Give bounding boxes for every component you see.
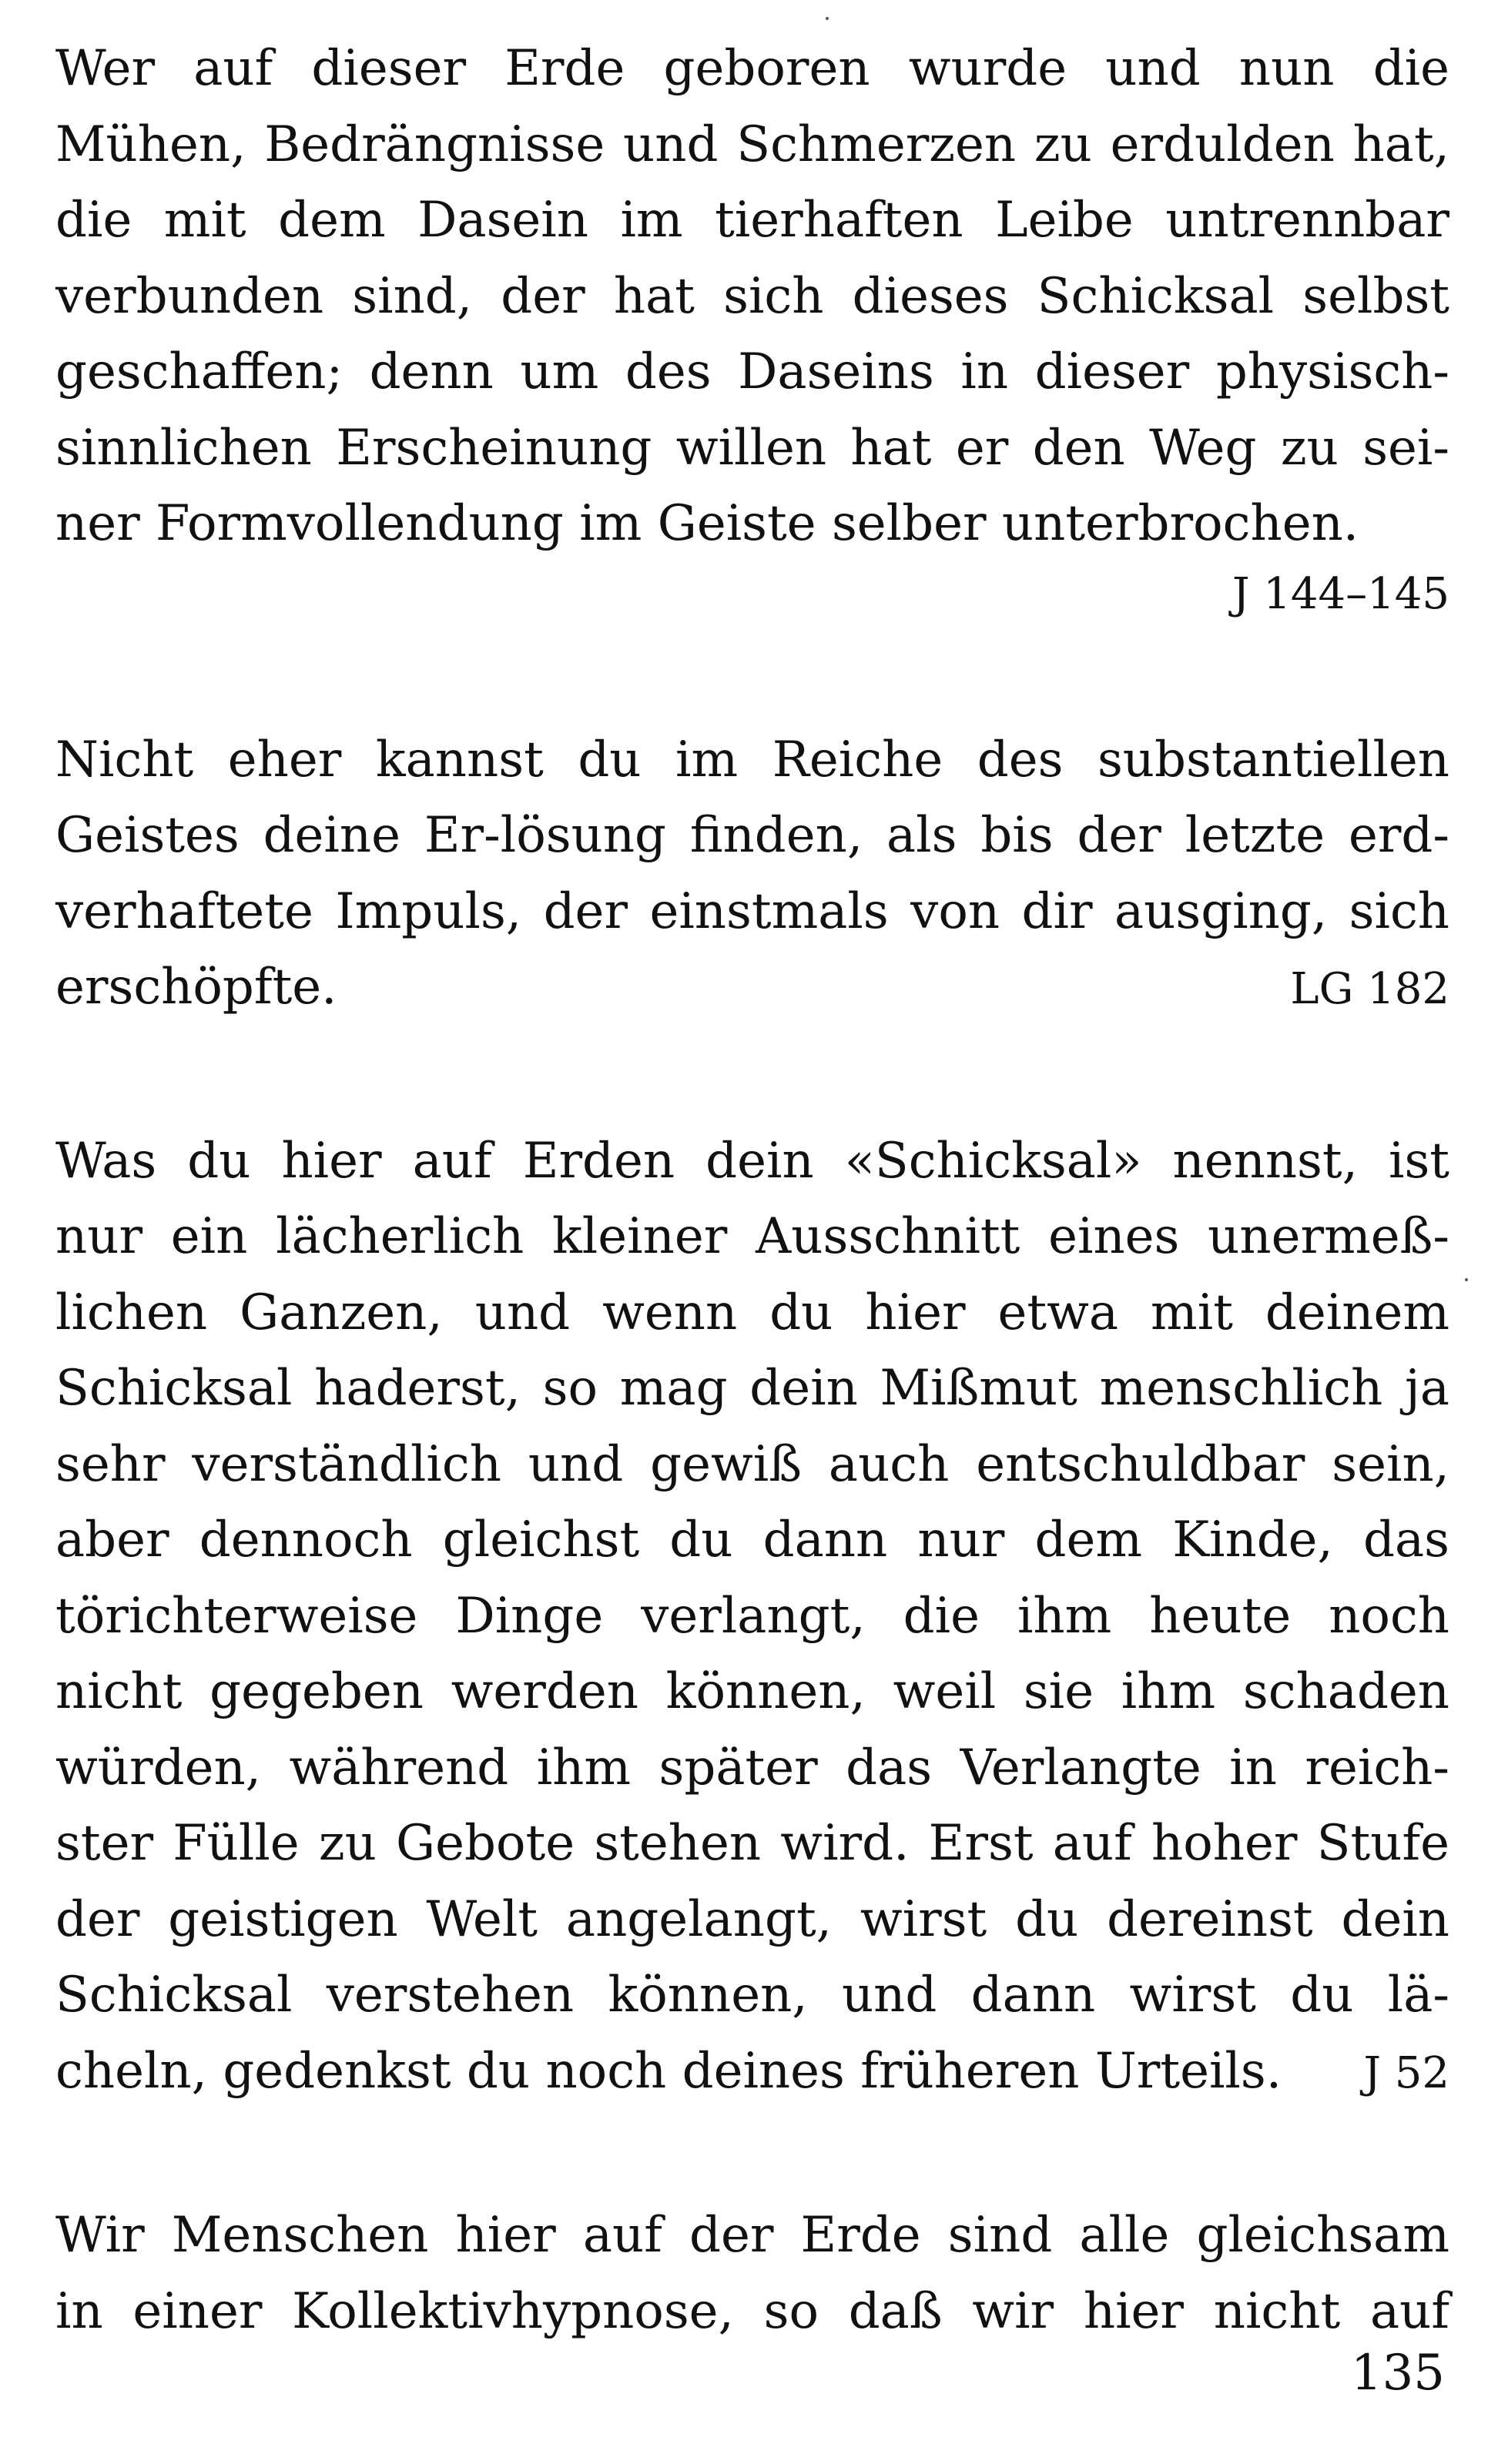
text-line: Mühen, Bedrängnisse und Schmerzen zu erdulden hat, [55, 116, 1449, 173]
text-line: Geistes deine Er-lösung finden, als bis der letzte erd- [55, 807, 1449, 864]
line-with-reference [55, 2034, 1449, 2112]
paragraph-spacer [55, 2111, 1449, 2198]
text-line: in einer Kollektivhypnose, so daß wir hier nicht auf [55, 2282, 1449, 2340]
text-line: Schicksal haderst, so mag dein Mißmut menschlich ja [55, 1360, 1449, 1417]
text-line: Was du hier auf Erden dein «Schicksal» nennst, ist [55, 1132, 1449, 1190]
source-reference: J 52 [1363, 2047, 1449, 2098]
paragraph-3 [55, 1123, 1449, 2112]
source-reference: LG 182 [1290, 964, 1449, 1014]
text-line: sehr verständlich und gewiß auch entschuldbar sein, [55, 1435, 1449, 1493]
paragraph-spacer [55, 627, 1449, 722]
text-line: Wer auf dieser Erde geboren wurde und nun die [55, 40, 1449, 97]
source-reference: J 144–145 [1232, 568, 1449, 619]
text-line: Nicht eher kannst du im Reiche des substantiellen [55, 731, 1449, 788]
text-line: verbunden sind, der hat sich dieses Schicksal selbst [55, 267, 1449, 325]
text-line: Schicksal verstehen können, und dann wirst du lä- [55, 1967, 1449, 2024]
page-number: 135 [1350, 2345, 1445, 2402]
text-line: nur ein lächerlich kleiner Ausschnitt eines unermeß- [55, 1208, 1449, 1265]
text-line: verhaftete Impuls, der einstmals von dir ausging, sich [55, 882, 1449, 940]
scan-speck [1465, 1278, 1468, 1281]
text-line: lichen Ganzen, und wenn du hier etwa mit deinem [55, 1284, 1449, 1341]
paragraph-4 [55, 2198, 1449, 2349]
line-with-reference [55, 949, 1449, 1028]
paragraph-1 [55, 31, 1449, 562]
text-line: würden, während ihm später das Verlangte in reich- [55, 1739, 1449, 1796]
text-line: sinnlichen Erscheinung willen hat er den Weg zu sei- [55, 419, 1449, 477]
text-line: aber dennoch gleichst du dann nur dem Kinde, das [55, 1512, 1449, 1568]
text-line: nicht gegeben werden können, weil sie ihm schaden [55, 1663, 1449, 1720]
text-line: die mit dem Dasein im tierhaften Leibe untrennbar [55, 192, 1449, 249]
text-line: ster Fülle zu Gebote stehen wird. Erst auf hoher Stufe [55, 1815, 1449, 1872]
text-line: geschaffen; denn um des Daseins in dieser physisch- [55, 343, 1449, 400]
paragraph-spacer [55, 1028, 1449, 1123]
text-line: cheln, gedenkst du noch deines früheren Urteils. [55, 2042, 1282, 2100]
text-line: törichterweise Dinge verlangt, die ihm heute noch [55, 1587, 1449, 1645]
scan-speck [826, 17, 829, 20]
book-page [55, 31, 1449, 2349]
text-line: erschöpfte. [55, 959, 337, 1016]
text-line: Wir Menschen hier auf der Erde sind alle gleichsam [55, 2207, 1449, 2264]
text-line: der geistigen Welt angelangt, wirst du dereinst dein [55, 1890, 1449, 1948]
paragraph-2 [55, 722, 1449, 1028]
text-line: ner Formvollendung im Geiste selber unterbrochen. [55, 495, 1359, 552]
